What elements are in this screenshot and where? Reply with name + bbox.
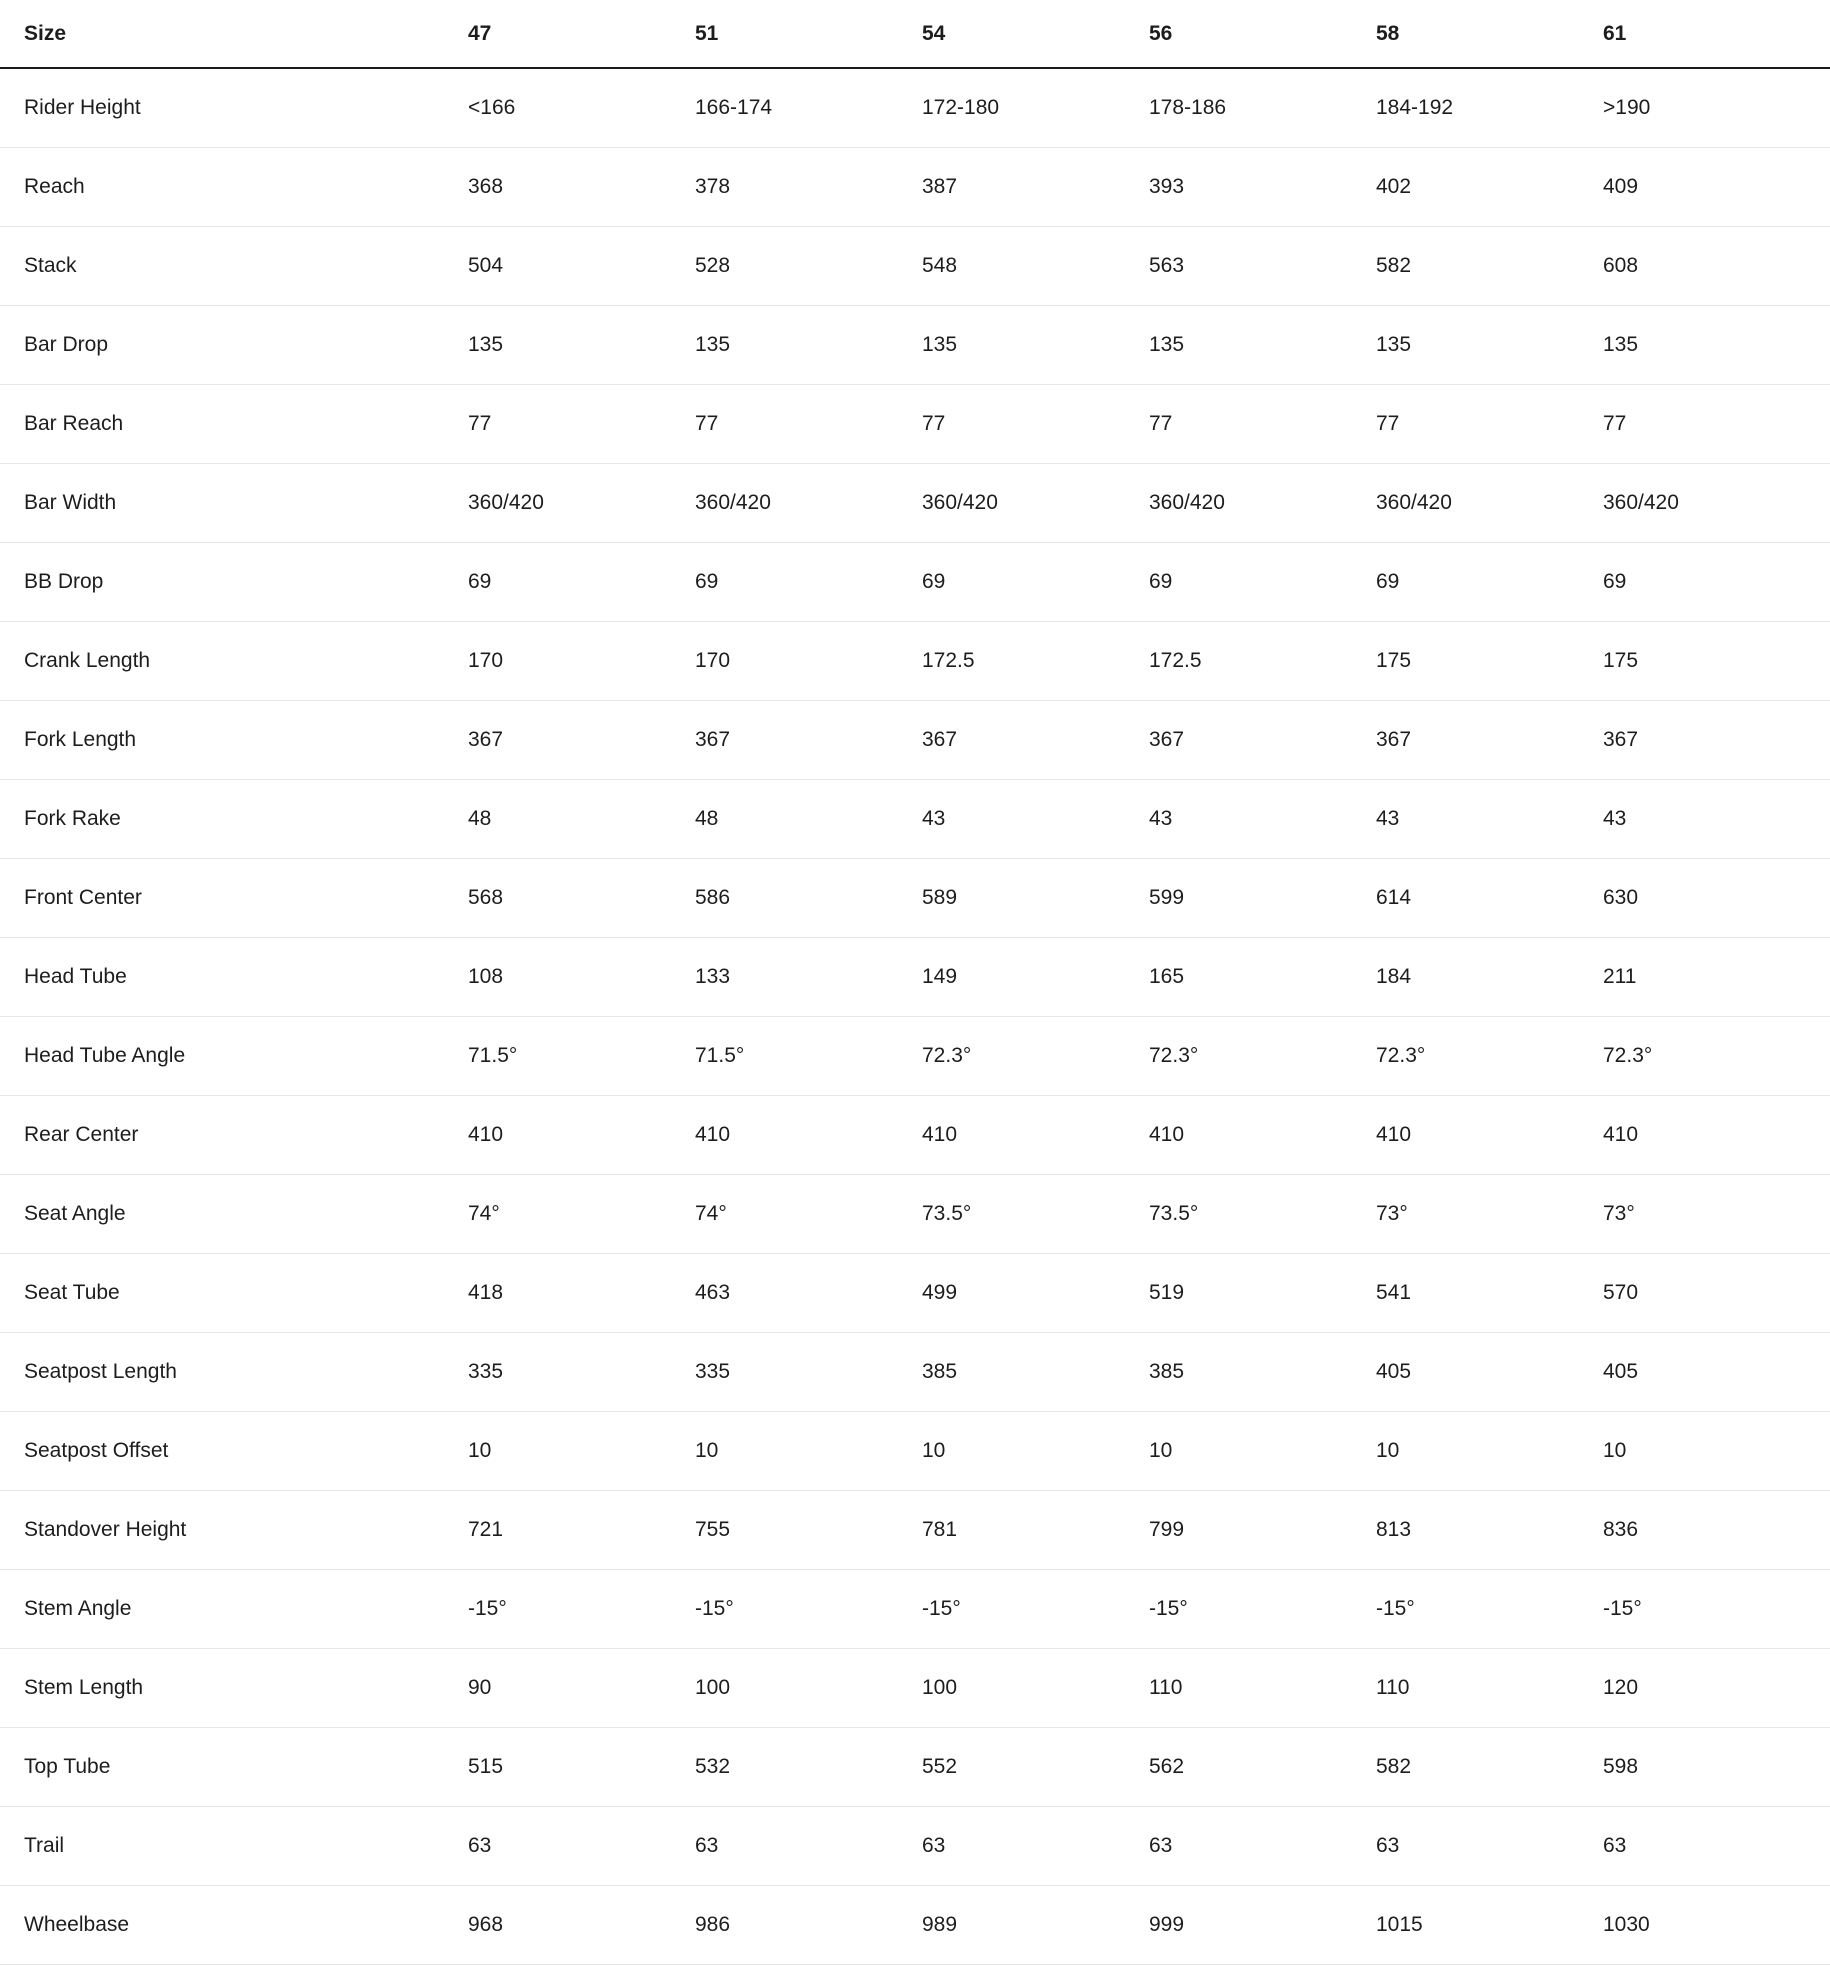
value-cell: 170 bbox=[468, 622, 695, 701]
value-cell: 367 bbox=[922, 701, 1149, 780]
value-cell: 43 bbox=[1149, 780, 1376, 859]
value-cell: -15° bbox=[922, 1570, 1149, 1649]
table-row bbox=[0, 780, 1830, 859]
row-label-bar-width: Bar Width bbox=[0, 464, 468, 543]
table-row bbox=[0, 1175, 1830, 1254]
value-cell: 178-186 bbox=[1149, 68, 1376, 148]
value-cell: 10 bbox=[1149, 1412, 1376, 1491]
value-cell: 77 bbox=[1603, 385, 1830, 464]
value-cell: 184-192 bbox=[1376, 68, 1603, 148]
value-cell: 63 bbox=[922, 1807, 1149, 1886]
row-label-front-center: Front Center bbox=[0, 859, 468, 938]
header-row bbox=[0, 0, 1830, 68]
value-cell: 172-180 bbox=[922, 68, 1149, 148]
table-row bbox=[0, 464, 1830, 543]
value-cell: 166-174 bbox=[695, 68, 922, 148]
table-row bbox=[0, 148, 1830, 227]
table-row bbox=[0, 306, 1830, 385]
value-cell: 73° bbox=[1376, 1175, 1603, 1254]
value-cell: 69 bbox=[1149, 543, 1376, 622]
value-cell: 69 bbox=[922, 543, 1149, 622]
row-label-crank-length: Crank Length bbox=[0, 622, 468, 701]
table-row bbox=[0, 1412, 1830, 1491]
value-cell: 100 bbox=[922, 1649, 1149, 1728]
value-cell: 73.5° bbox=[1149, 1175, 1376, 1254]
value-cell: 360/420 bbox=[922, 464, 1149, 543]
table-row bbox=[0, 1333, 1830, 1412]
value-cell: 582 bbox=[1376, 227, 1603, 306]
value-cell: 10 bbox=[1603, 1412, 1830, 1491]
value-cell: 211 bbox=[1603, 938, 1830, 1017]
row-label-seatpost-offset: Seatpost Offset bbox=[0, 1412, 468, 1491]
value-cell: 387 bbox=[922, 148, 1149, 227]
value-cell: 77 bbox=[922, 385, 1149, 464]
table-row bbox=[0, 1096, 1830, 1175]
value-cell: 385 bbox=[922, 1333, 1149, 1412]
row-label-seat-tube: Seat Tube bbox=[0, 1254, 468, 1333]
value-cell: -15° bbox=[468, 1570, 695, 1649]
value-cell: <166 bbox=[468, 68, 695, 148]
value-cell: 77 bbox=[468, 385, 695, 464]
value-cell: 77 bbox=[695, 385, 922, 464]
value-cell: 165 bbox=[1149, 938, 1376, 1017]
value-cell: 367 bbox=[1376, 701, 1603, 780]
value-cell: 43 bbox=[922, 780, 1149, 859]
value-cell: 608 bbox=[1603, 227, 1830, 306]
value-cell: 90 bbox=[468, 1649, 695, 1728]
value-cell: 614 bbox=[1376, 859, 1603, 938]
value-cell: 72.3° bbox=[1149, 1017, 1376, 1096]
value-cell: -15° bbox=[1149, 1570, 1376, 1649]
value-cell: 120 bbox=[1603, 1649, 1830, 1728]
row-label-head-tube-angle: Head Tube Angle bbox=[0, 1017, 468, 1096]
value-cell: 43 bbox=[1603, 780, 1830, 859]
table-row bbox=[0, 1491, 1830, 1570]
value-cell: 410 bbox=[1603, 1096, 1830, 1175]
value-cell: 589 bbox=[922, 859, 1149, 938]
value-cell: 563 bbox=[1149, 227, 1376, 306]
value-cell: -15° bbox=[1376, 1570, 1603, 1649]
value-cell: 63 bbox=[1149, 1807, 1376, 1886]
value-cell: 405 bbox=[1376, 1333, 1603, 1412]
value-cell: 133 bbox=[695, 938, 922, 1017]
column-header-58: 58 bbox=[1376, 0, 1603, 68]
value-cell: 149 bbox=[922, 938, 1149, 1017]
value-cell: 402 bbox=[1376, 148, 1603, 227]
value-cell: 135 bbox=[1603, 306, 1830, 385]
value-cell: 393 bbox=[1149, 148, 1376, 227]
value-cell: 410 bbox=[922, 1096, 1149, 1175]
value-cell: 74° bbox=[468, 1175, 695, 1254]
row-label-wheelbase: Wheelbase bbox=[0, 1886, 468, 1965]
value-cell: 135 bbox=[1149, 306, 1376, 385]
value-cell: 135 bbox=[1376, 306, 1603, 385]
value-cell: 77 bbox=[1149, 385, 1376, 464]
value-cell: >190 bbox=[1603, 68, 1830, 148]
table-row bbox=[0, 1017, 1830, 1096]
value-cell: 721 bbox=[468, 1491, 695, 1570]
value-cell: 135 bbox=[922, 306, 1149, 385]
value-cell: 360/420 bbox=[468, 464, 695, 543]
value-cell: 69 bbox=[1376, 543, 1603, 622]
value-cell: 1030 bbox=[1603, 1886, 1830, 1965]
value-cell: 410 bbox=[695, 1096, 922, 1175]
value-cell: 532 bbox=[695, 1728, 922, 1807]
row-label-standover-height: Standover Height bbox=[0, 1491, 468, 1570]
row-label-trail: Trail bbox=[0, 1807, 468, 1886]
value-cell: 409 bbox=[1603, 148, 1830, 227]
value-cell: 568 bbox=[468, 859, 695, 938]
value-cell: 77 bbox=[1376, 385, 1603, 464]
column-header-51: 51 bbox=[695, 0, 922, 68]
value-cell: -15° bbox=[1603, 1570, 1830, 1649]
value-cell: 463 bbox=[695, 1254, 922, 1333]
value-cell: 360/420 bbox=[1376, 464, 1603, 543]
row-label-bar-reach: Bar Reach bbox=[0, 385, 468, 464]
row-label-seat-angle: Seat Angle bbox=[0, 1175, 468, 1254]
value-cell: 552 bbox=[922, 1728, 1149, 1807]
row-label-seatpost-length: Seatpost Length bbox=[0, 1333, 468, 1412]
table-row bbox=[0, 938, 1830, 1017]
value-cell: 405 bbox=[1603, 1333, 1830, 1412]
value-cell: 541 bbox=[1376, 1254, 1603, 1333]
table-row bbox=[0, 68, 1830, 148]
value-cell: 378 bbox=[695, 148, 922, 227]
row-label-bar-drop: Bar Drop bbox=[0, 306, 468, 385]
value-cell: 172.5 bbox=[922, 622, 1149, 701]
value-cell: 360/420 bbox=[1149, 464, 1376, 543]
value-cell: 48 bbox=[695, 780, 922, 859]
value-cell: 519 bbox=[1149, 1254, 1376, 1333]
value-cell: 368 bbox=[468, 148, 695, 227]
value-cell: 504 bbox=[468, 227, 695, 306]
value-cell: 968 bbox=[468, 1886, 695, 1965]
value-cell: 71.5° bbox=[695, 1017, 922, 1096]
value-cell: 1015 bbox=[1376, 1886, 1603, 1965]
value-cell: 755 bbox=[695, 1491, 922, 1570]
value-cell: 63 bbox=[1603, 1807, 1830, 1886]
value-cell: 367 bbox=[468, 701, 695, 780]
row-label-fork-length: Fork Length bbox=[0, 701, 468, 780]
row-label-head-tube: Head Tube bbox=[0, 938, 468, 1017]
value-cell: 69 bbox=[1603, 543, 1830, 622]
value-cell: 73.5° bbox=[922, 1175, 1149, 1254]
value-cell: 74° bbox=[695, 1175, 922, 1254]
value-cell: 836 bbox=[1603, 1491, 1830, 1570]
value-cell: 10 bbox=[1376, 1412, 1603, 1491]
value-cell: 999 bbox=[1149, 1886, 1376, 1965]
row-label-rear-center: Rear Center bbox=[0, 1096, 468, 1175]
table-row bbox=[0, 1728, 1830, 1807]
value-cell: 110 bbox=[1149, 1649, 1376, 1728]
value-cell: 570 bbox=[1603, 1254, 1830, 1333]
value-cell: 630 bbox=[1603, 859, 1830, 938]
value-cell: 360/420 bbox=[695, 464, 922, 543]
value-cell: 48 bbox=[468, 780, 695, 859]
column-header-56: 56 bbox=[1149, 0, 1376, 68]
table-row bbox=[0, 227, 1830, 306]
value-cell: 135 bbox=[695, 306, 922, 385]
value-cell: 72.3° bbox=[1603, 1017, 1830, 1096]
value-cell: 135 bbox=[468, 306, 695, 385]
value-cell: 548 bbox=[922, 227, 1149, 306]
value-cell: 170 bbox=[695, 622, 922, 701]
value-cell: 367 bbox=[1149, 701, 1376, 780]
value-cell: 515 bbox=[468, 1728, 695, 1807]
column-header-61: 61 bbox=[1603, 0, 1830, 68]
value-cell: 72.3° bbox=[922, 1017, 1149, 1096]
value-cell: 175 bbox=[1603, 622, 1830, 701]
value-cell: -15° bbox=[695, 1570, 922, 1649]
column-header-47: 47 bbox=[468, 0, 695, 68]
value-cell: 10 bbox=[695, 1412, 922, 1491]
row-label-rider-height: Rider Height bbox=[0, 68, 468, 148]
value-cell: 418 bbox=[468, 1254, 695, 1333]
value-cell: 71.5° bbox=[468, 1017, 695, 1096]
row-label-stem-length: Stem Length bbox=[0, 1649, 468, 1728]
value-cell: 335 bbox=[468, 1333, 695, 1412]
table-row bbox=[0, 1649, 1830, 1728]
table-row bbox=[0, 622, 1830, 701]
value-cell: 63 bbox=[1376, 1807, 1603, 1886]
value-cell: 69 bbox=[468, 543, 695, 622]
value-cell: 599 bbox=[1149, 859, 1376, 938]
table-row bbox=[0, 1886, 1830, 1965]
value-cell: 63 bbox=[695, 1807, 922, 1886]
value-cell: 110 bbox=[1376, 1649, 1603, 1728]
value-cell: 335 bbox=[695, 1333, 922, 1412]
table-row bbox=[0, 543, 1830, 622]
value-cell: 63 bbox=[468, 1807, 695, 1886]
row-label-stack: Stack bbox=[0, 227, 468, 306]
value-cell: 813 bbox=[1376, 1491, 1603, 1570]
table-row bbox=[0, 859, 1830, 938]
column-header-size: Size bbox=[0, 0, 468, 68]
value-cell: 100 bbox=[695, 1649, 922, 1728]
value-cell: 175 bbox=[1376, 622, 1603, 701]
value-cell: 410 bbox=[468, 1096, 695, 1175]
value-cell: 367 bbox=[695, 701, 922, 780]
table-row bbox=[0, 1807, 1830, 1886]
value-cell: 10 bbox=[468, 1412, 695, 1491]
value-cell: 172.5 bbox=[1149, 622, 1376, 701]
value-cell: 598 bbox=[1603, 1728, 1830, 1807]
value-cell: 385 bbox=[1149, 1333, 1376, 1412]
row-label-stem-angle: Stem Angle bbox=[0, 1570, 468, 1649]
value-cell: 410 bbox=[1149, 1096, 1376, 1175]
value-cell: 43 bbox=[1376, 780, 1603, 859]
value-cell: 10 bbox=[922, 1412, 1149, 1491]
table-row bbox=[0, 385, 1830, 464]
row-label-fork-rake: Fork Rake bbox=[0, 780, 468, 859]
value-cell: 360/420 bbox=[1603, 464, 1830, 543]
value-cell: 586 bbox=[695, 859, 922, 938]
row-label-top-tube: Top Tube bbox=[0, 1728, 468, 1807]
value-cell: 986 bbox=[695, 1886, 922, 1965]
value-cell: 989 bbox=[922, 1886, 1149, 1965]
column-header-54: 54 bbox=[922, 0, 1149, 68]
value-cell: 582 bbox=[1376, 1728, 1603, 1807]
value-cell: 69 bbox=[695, 543, 922, 622]
value-cell: 367 bbox=[1603, 701, 1830, 780]
value-cell: 73° bbox=[1603, 1175, 1830, 1254]
value-cell: 184 bbox=[1376, 938, 1603, 1017]
row-label-reach: Reach bbox=[0, 148, 468, 227]
value-cell: 410 bbox=[1376, 1096, 1603, 1175]
value-cell: 781 bbox=[922, 1491, 1149, 1570]
value-cell: 528 bbox=[695, 227, 922, 306]
table-row bbox=[0, 701, 1830, 780]
value-cell: 499 bbox=[922, 1254, 1149, 1333]
value-cell: 799 bbox=[1149, 1491, 1376, 1570]
value-cell: 562 bbox=[1149, 1728, 1376, 1807]
table-row bbox=[0, 1570, 1830, 1649]
row-label-bb-drop: BB Drop bbox=[0, 543, 468, 622]
value-cell: 72.3° bbox=[1376, 1017, 1603, 1096]
table-row bbox=[0, 1254, 1830, 1333]
value-cell: 108 bbox=[468, 938, 695, 1017]
